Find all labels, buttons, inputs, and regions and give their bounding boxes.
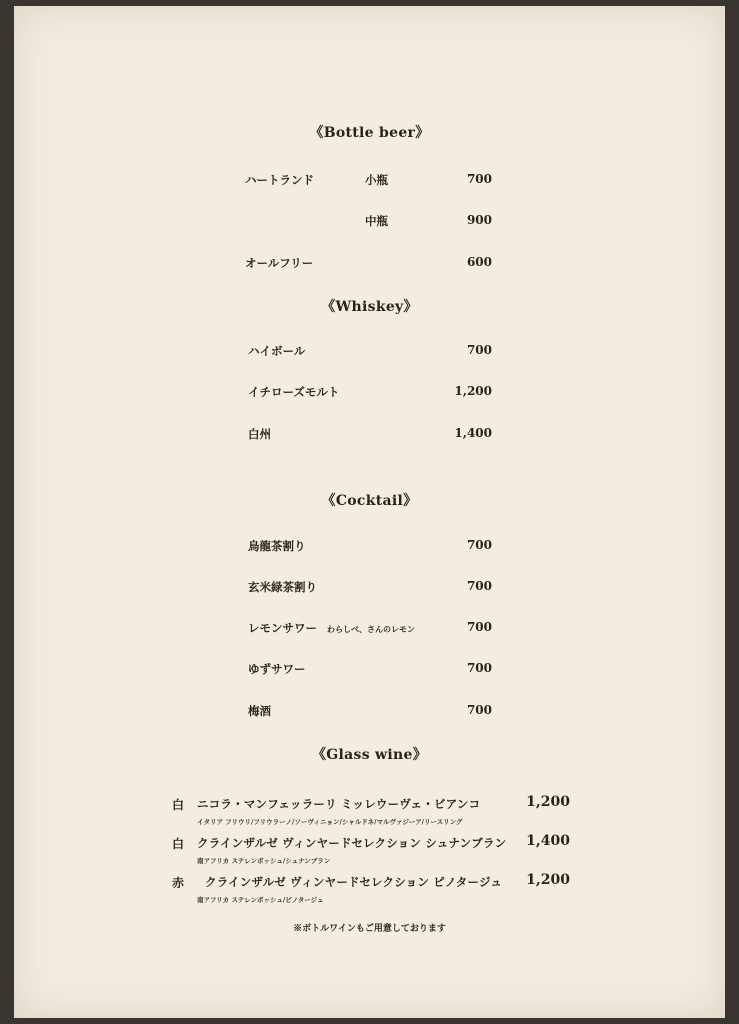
wine-details: イタリア フリウリ/フリウラーノ/ソーヴィニョン/シャルドネ/マルヴァジーア/リースリング [197,818,463,826]
menu-item-price: 600 [466,255,492,269]
wine-type: 赤 [172,876,185,890]
footer-note: ※ボトルワインもご用意しております [293,924,446,934]
menu-item-price: 700 [466,538,492,552]
menu-item-name [248,620,415,636]
menu-item-name: 烏龍茶割り [248,539,306,553]
section-title-whiskey: 《Whiskey》 [321,299,418,315]
menu-item-name: イチローズモルト [248,385,340,399]
menu-item-name: 玄米緑茶割り [248,580,317,594]
section-title-glass-wine: 《Glass wine》 [311,747,428,763]
menu-item-name: 白州 [248,427,271,441]
wine-details: 南アフリカ ステレンボッシュ/ピノタージュ [197,896,324,904]
menu-item-size: 小瓶 [365,173,388,187]
menu-item-price: 700 [466,703,492,717]
menu-item-label: レモンサワー [248,621,317,635]
menu-item-name: ハートランド [245,173,314,187]
menu-item-name: ハイボール [248,344,306,358]
section-title-bottle-beer: 《Bottle beer》 [309,125,430,141]
wine-type: 白 [172,798,185,812]
menu-item-name: 梅酒 [248,704,271,718]
wine-price: 1,200 [526,794,570,810]
section-title-cocktail: 《Cocktail》 [321,493,418,509]
menu-item-name: オールフリー [245,256,314,270]
menu-item-price: 700 [466,579,492,593]
menu-item-price: 1,400 [454,426,492,440]
wine-price: 1,200 [526,872,570,888]
menu-item-price: 1,200 [454,384,492,398]
wine-name: ニコラ・マンフェッラーリ ミッレウーヴェ・ビアンコ [197,797,481,811]
menu-item-price: 700 [466,620,492,634]
wine-type: 白 [172,837,185,851]
wine-name: クラインザルゼ ヴィンヤードセレクション ピノタージュ [205,875,503,889]
menu-item-price: 700 [466,343,492,357]
wine-price: 1,400 [526,833,570,849]
menu-item-note: わらしべ、さんのレモン [327,624,415,634]
menu-page [14,6,725,1018]
menu-item-price: 900 [466,213,492,227]
wine-details: 南アフリカ ステレンボッシュ/シュナンブラン [197,857,331,865]
menu-item-size: 中瓶 [365,214,388,228]
wine-name: クラインザルゼ ヴィンヤードセレクション シュナンブラン [197,836,507,850]
menu-item-price: 700 [466,661,492,675]
menu-item-price: 700 [466,172,492,186]
menu-item-name: ゆずサワー [248,662,306,676]
